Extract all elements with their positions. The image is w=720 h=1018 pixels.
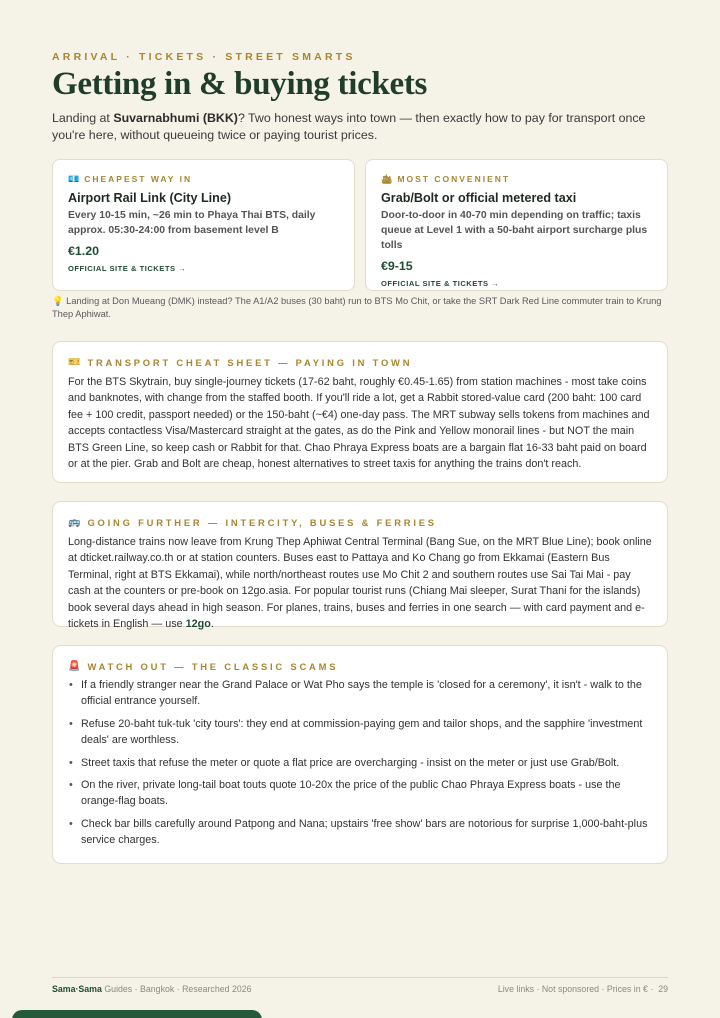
footer-right: [498, 984, 668, 994]
card-title: Grab/Bolt or official metered taxi: [381, 191, 577, 205]
list-item: • On the river, private long-tail boat touts quote 10-20x the price of the public Chao Phraya Express boats - use the orange-flag boats.: [68, 777, 652, 810]
dmk-tip: [52, 295, 668, 321]
card-description: Door-to-door in 40-70 min depending on traffic; taxis queue at Level 1 with a 50-baht airport surcharge plus tolls: [381, 210, 648, 251]
siren-icon: 🚨: [68, 660, 81, 672]
bottom-bar[interactable]: [12, 1010, 262, 1018]
card-tag-label: CHEAPEST WAY IN: [84, 174, 193, 184]
arrival-options: [52, 159, 668, 291]
card-cheapest: [52, 159, 355, 291]
panel-body-text: Long-distance trains now leave from Krung Thep Aphiwat Central Terminal (Bang Sue, on the MRT Blue Line); book online at dticket.railway.co.th or at station counters. Buses east to Pattaya and Ko Chang go from Ekkamai (Eastern Bus Terminal, right at BTS Ekkamai), while north/northeast routes use Mo Chit 2 and southern routes use Sai Tai Mai - pay cash at the counters or pre-book on 12go.asia. For popular tourist runs (Chiang Mai sleeper, Surat Thani for the islands) book several days ahead in high season. For planes, trains, buses and ferries in one search — with card payment and e-tickets in English — use: [68, 536, 652, 631]
panel-heading: [68, 355, 652, 369]
page-footer: [52, 977, 668, 994]
intro-paragraph: [52, 110, 652, 144]
card-convenient: [365, 159, 668, 291]
card-price: €9-15: [381, 259, 413, 273]
official-site-link[interactable]: OFFICIAL SITE & TICKETS →: [68, 264, 187, 273]
footer-left-text: Guides · Bangkok · Researched 2026: [101, 984, 252, 994]
going-further-panel: [52, 501, 668, 631]
panel-heading-label: TRANSPORT CHEAT SHEET — PAYING IN TOWN: [87, 356, 413, 368]
list-item: • Street taxis that refuse the meter or quote a flat price are overcharging - insist on the meter or just use Grab/Bolt.: [68, 755, 652, 771]
page-number: 29: [658, 984, 668, 994]
card-description: Every 10-15 min, ~26 min to Phaya Thai BTS, daily approx. 05:30-24:00 from basement level B: [68, 210, 316, 236]
12go-link[interactable]: 12go: [185, 618, 211, 631]
cheat-sheet-panel: [52, 341, 668, 483]
panel-body: For the BTS Skytrain, buy single-journey tickets (17-62 baht, roughly €0.45-1.65) from station machines - most take coins and banknotes, with change from the staffed booth. If you'll ride a lot, get a Rabbit stored-value card (200 baht: 100 card fee + 100 credit, passport needed) or the 150-baht (~€4) one-day pass. The MRT subway sells tokens from machines and accepts contactless Visa/Mastercard straight at the gates, as do the Pink and Yellow monorail lines - but NOT the main BTS Green Line, so keep cash or Rabbit for that. Chao Phraya Express boats are a bargain flat 16-33 baht paid on board or at the pier. Grab and Bolt are cheap, honest alternatives to street taxis for anything the trains don't reach.: [68, 376, 650, 471]
footer-right-text: Live links · Not sponsored · Prices in € ·: [497, 984, 654, 994]
panel-heading-label: GOING FURTHER — INTERCITY, BUSES & FERRIES: [87, 516, 437, 528]
card-tag-label: MOST CONVENIENT: [397, 174, 511, 184]
list-item: • Refuse 20-baht tuk-tuk 'city tours': they end at commission-paying gem and tailor shops, and the sapphire 'investment deals' are worthless.: [68, 716, 652, 749]
card-title: Airport Rail Link (City Line): [68, 191, 232, 205]
panel-body-end: .: [210, 618, 214, 631]
panel-heading-label: WATCH OUT — THE CLASSIC SCAMS: [87, 660, 339, 672]
card-tag: [68, 173, 339, 185]
airport-name: Suvarnabhumi (BKK): [113, 111, 238, 125]
page-title: Getting in & buying tickets: [52, 66, 428, 102]
section-eyebrow: ARRIVAL · TICKETS · STREET SMARTS: [52, 51, 356, 63]
lede-suffix: ? Two honest ways into town — then exactly how to pay for transport once you're here, without queueing twice or paying tourist prices.: [52, 111, 646, 142]
scams-panel: [52, 645, 668, 864]
ticket-icon: 🎫: [68, 356, 81, 368]
lightbulb-icon: 💡: [52, 296, 64, 306]
card-price: €1.20: [68, 244, 100, 258]
panel-heading: [68, 659, 652, 673]
card-tag: [381, 173, 652, 185]
list-item: • Check bar bills carefully around Patpong and Nana; upstairs 'free show' bars are notorious for surprise 1,000-baht-plus service charges.: [68, 816, 652, 849]
official-site-link[interactable]: OFFICIAL SITE & TICKETS →: [381, 279, 500, 288]
brand-name: Sama·Sama: [52, 984, 102, 994]
lede-prefix: Landing at: [52, 111, 114, 125]
panel-heading: [68, 515, 652, 529]
bus-icon: 🚌: [68, 516, 81, 528]
panel-body: [68, 534, 652, 632]
ship-icon: 🛳: [381, 173, 393, 184]
dmk-tip-text: Landing at Don Mueang (DMK) instead? The A1/A2 buses (30 baht) run to BTS Mo Chit, or take the SRT Dark Red Line commuter train to Krung Thep Aphiwat.: [52, 296, 662, 319]
scam-list: [68, 677, 652, 849]
list-item: • If a friendly stranger near the Grand Palace or Wat Pho says the temple is 'closed for a ceremony', it isn't - walk to the official entrance yourself.: [68, 677, 652, 710]
banknote-icon: 💶: [68, 173, 80, 184]
footer-left: [52, 984, 252, 994]
